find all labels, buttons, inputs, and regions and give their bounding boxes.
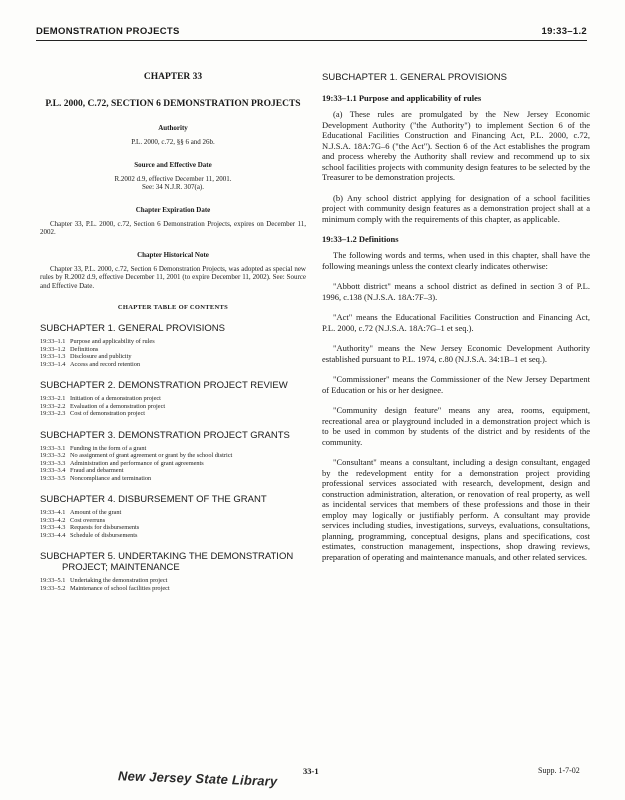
toc-entry-number: 19:33–1.1	[40, 338, 66, 345]
toc-entry-number: 19:33–3.5	[40, 474, 66, 482]
expiration-heading: Chapter Expiration Date	[135, 205, 211, 214]
rule-paragraph: "Community design feature" means any area, rooms, equipment, recreational area or playground included in a demonstration project which is to be used in common by students of the district and by residents of the community.	[322, 405, 590, 447]
toc-entry-number: 19:33–5.2	[40, 584, 66, 592]
rule-paragraph: (b) Any school district applying for designation of a school facilities project with community design features as a demonstration project shall at a minimum comply with the requirements of this chapter, as applicable.	[322, 192, 590, 224]
toc-entry	[40, 361, 306, 369]
source-line: See: 34 N.J.R. 307(a).	[141, 183, 205, 191]
toc-entry	[40, 532, 306, 540]
toc-entry-number: 19:33–2.3	[40, 410, 66, 417]
history-text: Chapter 33, P.L. 2000, c.72, Section 6 Demonstration Projects, was adopted as special new rules by R.2002 d.9, effective December 11, 2001 (to expire December 11, 2002). See: Source and Effective Date.	[40, 264, 306, 290]
rule-body	[322, 109, 590, 224]
toc-entry	[40, 410, 306, 418]
toc-entry-title: Funding in the form of a grant	[70, 444, 147, 452]
toc-entry-number: 19:33–2.1	[40, 395, 66, 402]
toc-entry	[40, 585, 306, 593]
chapter-title: CHAPTER 33	[143, 72, 203, 82]
table-of-contents	[40, 323, 306, 592]
toc-entry-number: 19:33–4.1	[40, 509, 66, 516]
rule-paragraph: "Authority" means the New Jersey Economic Development Authority established pursuant to P.L. 1974, c.80 (N.J.S.A. 34:1B–1 et seq.).	[322, 343, 590, 364]
toc-subchapter-heading: SUBCHAPTER 2. DEMONSTRATION PROJECT REVIEW	[40, 380, 288, 391]
toc-entry-title: Cost overruns	[70, 516, 106, 524]
toc-entry-title: Noncompliance and termination	[70, 474, 152, 482]
toc-entry-number: 19:33–1.3	[40, 353, 66, 360]
toc-list	[40, 395, 306, 418]
toc-entry	[40, 395, 306, 403]
toc-entry-title: No assignment of grant agreement or grant by the school district	[70, 452, 233, 459]
rule-body	[322, 250, 590, 562]
toc-entry	[40, 517, 306, 525]
toc-entry-title: Schedule of disbursements	[70, 531, 138, 539]
rule-paragraph: "Abbott district" means a school district as defined in section 3 of P.L. 1996, c.138 (N.J.S.A. 18A:7F–3).	[322, 281, 590, 302]
toc-subchapter-heading: SUBCHAPTER 1. GENERAL PROVISIONS	[40, 323, 225, 334]
toc-entry	[40, 353, 306, 361]
toc-entry	[40, 524, 306, 532]
supplement-date: Supp. 1-7-02	[538, 766, 580, 775]
toc-entry	[40, 452, 306, 460]
toc-entry-number: 19:33–4.3	[40, 524, 66, 531]
rule-heading: 19:33–1.2 Definitions	[322, 234, 399, 244]
toc-entry	[40, 509, 306, 517]
toc-entry-title: Initiation of a demonstration project	[70, 395, 161, 402]
rule-paragraph: "Consultant" means a consultant, including a design consultant, engaged by the redevelopment entity for a demonstration project providing professional services associated with research, development, design and construction administration, alteration, or renovation of real property, as well as incidental services that members of these professions and those in their employ may logically or justifiably perform. A consultant may provide services including studies, investigations, surveys, evaluations, consultations, planning, programming, conceptual designs, plans and specifications, cost estimates, construction management, inspections, shop drawing reviews, preparation of operating and maintenance manuals, and other related services.	[322, 457, 590, 562]
toc-entry-number: 19:33–3.2	[40, 452, 66, 459]
toc-entry-number: 19:33–5.1	[40, 577, 66, 584]
toc-entry-title: Requests for disbursements	[70, 524, 140, 531]
toc-entry-number: 19:33–3.3	[40, 459, 66, 467]
toc-entry-title: Administration and performance of grant agreements	[70, 459, 204, 467]
rule-heading: 19:33–1.1 Purpose and applicability of rules	[322, 93, 482, 103]
toc-entry	[40, 403, 306, 411]
source-heading: Source and Effective Date	[134, 160, 212, 169]
toc-list	[40, 338, 306, 368]
toc-entry-title: Purpose and applicability of rules	[70, 338, 155, 345]
rule-paragraph: "Act" means the Educational Facilities Construction and Financing Act, P.L. 2000, c.72 (N.J.S.A. 18A:7G–1 et seq.).	[322, 312, 590, 333]
toc-entry-title: Disclosure and publicity	[70, 353, 132, 360]
source-text	[40, 175, 306, 192]
rule-paragraph: The following words and terms, when used in this chapter, shall have the following meanings unless the context clearly indicates otherwise:	[322, 250, 590, 271]
toc-list	[40, 445, 306, 483]
chapter-subtitle: P.L. 2000, C.72, SECTION 6 DEMONSTRATION PROJECTS	[45, 99, 301, 109]
toc-entry	[40, 445, 306, 453]
toc-entry	[40, 346, 306, 354]
toc-subchapter-heading: SUBCHAPTER 5. UNDERTAKING THE DEMONSTRATION PROJECT; MAINTENANCE	[40, 551, 294, 573]
toc-subchapter-heading: SUBCHAPTER 3. DEMONSTRATION PROJECT GRANTS	[40, 429, 290, 441]
toc-entry-number: 19:33–3.1	[40, 444, 66, 452]
source-line: R.2002 d.9, effective December 11, 2001.	[114, 174, 232, 183]
library-stamp: New Jersey State Library	[117, 768, 278, 789]
expiration-text: Chapter 33, P.L. 2000, c.72, Section 6 Demonstration Projects, expires on December 11, 2002.	[40, 219, 306, 236]
rule-paragraph: (a) These rules are promulgated by the New Jersey Economic Development Authority ("the Authority") to implement Section 6 of the Educational Facilities Construction and Financing Act, P.L. 2000, c.72, N.J.S.A. 18A:7G–6 ("the Act"). Section 6 of the Act establishes the program and process whereby the Authority shall review and recommend up to six school facilities projects with community design features to be selected by the Treasurer to be demonstration projects.	[322, 109, 590, 182]
toc-entry-title: Cost of demonstration project	[70, 410, 146, 417]
history-heading: Chapter Historical Note	[137, 250, 209, 259]
toc-entry-title: Evaluation of a demonstration project	[70, 402, 166, 410]
toc-entry-title: Fraud and debarment	[70, 467, 124, 474]
toc-subchapter-heading: SUBCHAPTER 4. DISBURSEMENT OF THE GRANT	[40, 494, 267, 505]
toc-entry-number: 19:33–4.4	[40, 531, 66, 539]
header-section-number: 19:33–1.2	[541, 26, 587, 37]
subchapter-heading: SUBCHAPTER 1. GENERAL PROVISIONS	[322, 72, 507, 83]
toc-title: CHAPTER TABLE OF CONTENTS	[117, 304, 229, 311]
toc-entry	[40, 338, 306, 346]
toc-list	[40, 577, 306, 592]
toc-entry-title: Maintenance of school facilities project	[70, 584, 170, 592]
toc-entry-number: 19:33–4.2	[40, 516, 66, 524]
toc-entry	[40, 460, 306, 468]
authority-heading: Authority	[158, 124, 188, 132]
rule-paragraph: "Commissioner" means the Commissioner of the New Jersey Department of Education or his or her designee.	[322, 374, 590, 395]
toc-entry	[40, 467, 306, 475]
right-column	[322, 72, 590, 572]
toc-entry	[40, 475, 306, 483]
page-number: 33-1	[303, 766, 319, 776]
toc-entry-number: 19:33–1.2	[40, 345, 66, 353]
toc-entry-number: 19:33–3.4	[40, 467, 66, 474]
toc-entry-title: Undertaking the demonstration project	[70, 577, 168, 584]
toc-entry-number: 19:33–1.4	[40, 360, 66, 368]
toc-entry-title: Access and record retention	[70, 360, 141, 368]
running-header	[36, 26, 587, 41]
toc-entry-title: Amount of the grant	[70, 509, 122, 516]
toc-list	[40, 509, 306, 539]
toc-entry	[40, 577, 306, 585]
authority-text: P.L. 2000, c.72, §§ 6 and 26b.	[131, 138, 215, 146]
toc-entry-title: Definitions	[70, 345, 99, 353]
header-title: DEMONSTRATION PROJECTS	[36, 26, 180, 37]
toc-entry-number: 19:33–2.2	[40, 402, 66, 410]
left-column	[40, 72, 306, 604]
